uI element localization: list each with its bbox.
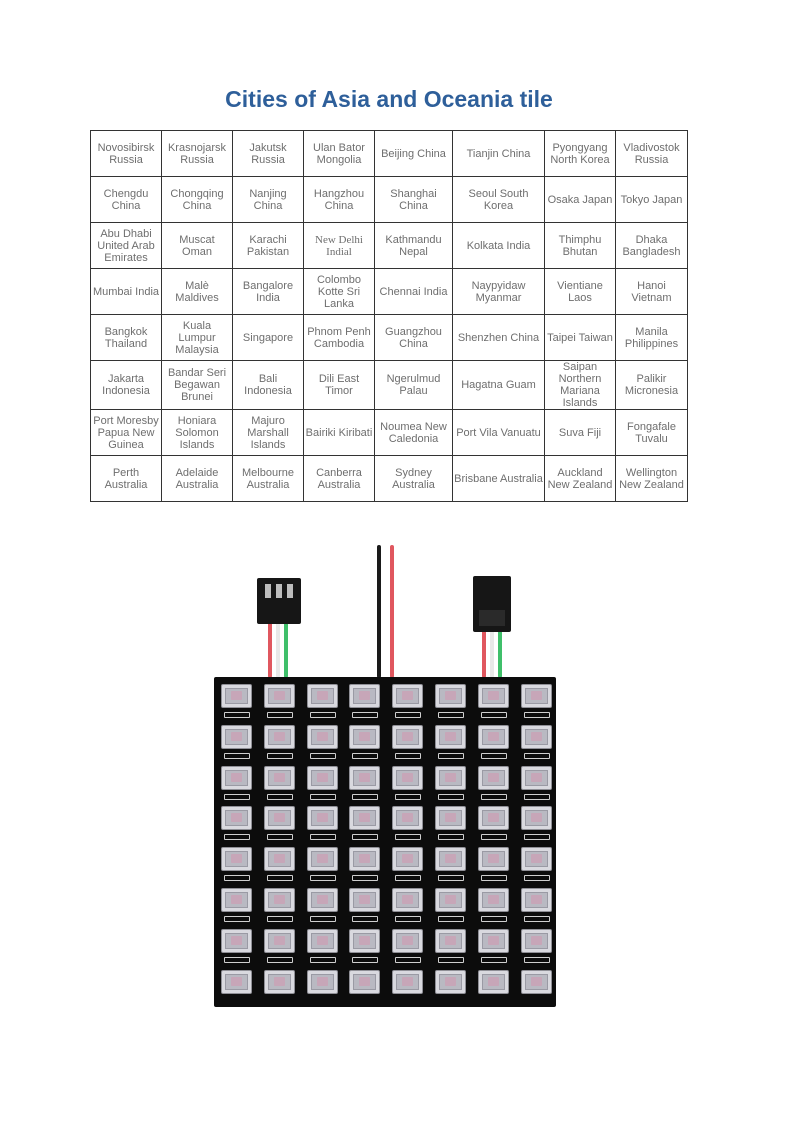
led-pixel xyxy=(349,766,380,790)
table-cell: Bangalore India xyxy=(233,269,304,315)
table-cell: Singapore xyxy=(233,315,304,361)
led-pixel xyxy=(264,806,295,830)
capacitor-marking xyxy=(438,875,464,881)
led-matrix-pcb xyxy=(214,677,556,1007)
capacitor-marking xyxy=(395,957,421,963)
led-pixel xyxy=(521,684,552,708)
led-pixel xyxy=(478,766,509,790)
table-cell: Dhaka Bangladesh xyxy=(616,223,688,269)
led-pixel xyxy=(221,888,252,912)
capacitor-marking xyxy=(438,712,464,718)
capacitor-marking xyxy=(224,712,250,718)
capacitor-marking xyxy=(438,957,464,963)
table-cell: Adelaide Australia xyxy=(162,456,233,502)
capacitor-marking xyxy=(352,957,378,963)
table-cell: Kuala Lumpur Malaysia xyxy=(162,315,233,361)
led-pixel xyxy=(349,806,380,830)
capacitor-marking xyxy=(310,957,336,963)
table-cell: Saipan Northern Mariana Islands xyxy=(545,361,616,410)
led-pixel xyxy=(521,888,552,912)
led-pixel xyxy=(435,847,466,871)
capacitor-marking xyxy=(438,753,464,759)
led-pixel xyxy=(478,929,509,953)
led-pixel xyxy=(392,766,423,790)
led-pixel xyxy=(478,684,509,708)
led-pixel xyxy=(307,806,338,830)
table-cell: Honiara Solomon Islands xyxy=(162,410,233,456)
capacitor-marking xyxy=(395,834,421,840)
table-cell: Abu Dhabi United Arab Emirates xyxy=(91,223,162,269)
table-cell: Guangzhou China xyxy=(375,315,453,361)
table-row xyxy=(91,177,688,223)
led-pixel xyxy=(349,725,380,749)
table-cell: Shenzhen China xyxy=(453,315,545,361)
table-row xyxy=(91,131,688,177)
wire-red-right xyxy=(482,630,486,678)
capacitor-marking xyxy=(524,794,550,800)
table-cell: Pyongyang North Korea xyxy=(545,131,616,177)
table-cell: Vladivostok Russia xyxy=(616,131,688,177)
capacitor-marking xyxy=(524,753,550,759)
table-cell: Ngerulmud Palau xyxy=(375,361,453,410)
led-pixel xyxy=(264,970,295,994)
table-cell: Perth Australia xyxy=(91,456,162,502)
table-cell: Thimphu Bhutan xyxy=(545,223,616,269)
led-pixel xyxy=(521,806,552,830)
capacitor-marking xyxy=(310,875,336,881)
table-cell: Kathmandu Nepal xyxy=(375,223,453,269)
table-cell: Sydney Australia xyxy=(375,456,453,502)
led-pixel xyxy=(264,684,295,708)
table-cell: Brisbane Australia xyxy=(453,456,545,502)
table-cell: Manila Philippines xyxy=(616,315,688,361)
capacitor-marking xyxy=(224,875,250,881)
table-cell: Muscat Oman xyxy=(162,223,233,269)
table-cell: Majuro Marshall Islands xyxy=(233,410,304,456)
led-pixel xyxy=(392,929,423,953)
led-pixel xyxy=(307,847,338,871)
table-row xyxy=(91,361,688,410)
table-cell: Shanghai China xyxy=(375,177,453,223)
led-pixel xyxy=(435,970,466,994)
table-cell: Chongqing China xyxy=(162,177,233,223)
led-pixel xyxy=(307,725,338,749)
led-pixel xyxy=(307,970,338,994)
table-cell: Port Moresby Papua New Guinea xyxy=(91,410,162,456)
capacitor-marking xyxy=(224,957,250,963)
cities-table xyxy=(90,130,688,502)
led-pixel xyxy=(435,888,466,912)
capacitor-marking xyxy=(352,712,378,718)
capacitor-marking xyxy=(524,916,550,922)
capacitor-marking xyxy=(224,916,250,922)
capacitor-marking xyxy=(481,834,507,840)
capacitor-marking xyxy=(481,957,507,963)
led-pixel xyxy=(478,970,509,994)
led-pixel xyxy=(221,929,252,953)
led-pixel xyxy=(349,847,380,871)
table-cell: Naypyidaw Myanmar xyxy=(453,269,545,315)
table-row xyxy=(91,456,688,502)
table-cell: Ulan Bator Mongolia xyxy=(304,131,375,177)
capacitor-marking xyxy=(224,794,250,800)
capacitor-marking xyxy=(524,834,550,840)
wire-green-right xyxy=(498,630,502,678)
table-cell: Malè Maldives xyxy=(162,269,233,315)
led-pixel xyxy=(521,766,552,790)
table-cell: Canberra Australia xyxy=(304,456,375,502)
wire-green-left xyxy=(284,622,288,678)
table-cell: Chengdu China xyxy=(91,177,162,223)
led-pixel xyxy=(392,684,423,708)
table-cell: Noumea New Caledonia xyxy=(375,410,453,456)
led-pixel xyxy=(264,847,295,871)
table-cell: Melbourne Australia xyxy=(233,456,304,502)
led-pixel xyxy=(478,888,509,912)
capacitor-marking xyxy=(524,957,550,963)
led-pixel xyxy=(349,970,380,994)
led-pixel xyxy=(435,684,466,708)
table-cell: Krasnojarsk Russia xyxy=(162,131,233,177)
capacitor-marking xyxy=(310,916,336,922)
capacitor-marking xyxy=(352,794,378,800)
led-pixel xyxy=(478,806,509,830)
table-cell: Bangkok Thailand xyxy=(91,315,162,361)
capacitor-marking xyxy=(395,712,421,718)
led-pixel xyxy=(221,970,252,994)
capacitor-marking xyxy=(438,794,464,800)
capacitor-marking xyxy=(310,712,336,718)
led-pixel xyxy=(221,684,252,708)
wire-black-power xyxy=(377,545,381,678)
capacitor-marking xyxy=(524,875,550,881)
capacitor-marking xyxy=(481,875,507,881)
wire-red-left xyxy=(268,622,272,678)
led-pixel xyxy=(435,929,466,953)
table-cell: Karachi Pakistan xyxy=(233,223,304,269)
table-cell: Auckland New Zealand xyxy=(545,456,616,502)
table-cell: Bairiki Kiribati xyxy=(304,410,375,456)
led-pixel xyxy=(435,725,466,749)
table-row xyxy=(91,410,688,456)
wire-white-right xyxy=(490,630,494,678)
led-pixel xyxy=(264,766,295,790)
wire-red-power xyxy=(390,545,394,678)
table-cell: Hanoi Vietnam xyxy=(616,269,688,315)
led-pixel xyxy=(392,970,423,994)
capacitor-marking xyxy=(352,916,378,922)
led-pixel xyxy=(221,766,252,790)
table-cell: Phnom Penh Cambodia xyxy=(304,315,375,361)
led-pixel xyxy=(221,725,252,749)
table-cell: Seoul South Korea xyxy=(453,177,545,223)
table-cell: Hagatna Guam xyxy=(453,361,545,410)
table-cell: Taipei Taiwan xyxy=(545,315,616,361)
led-pixel xyxy=(478,725,509,749)
table-cell: Bandar Seri Begawan Brunei xyxy=(162,361,233,410)
capacitor-marking xyxy=(310,834,336,840)
capacitor-marking xyxy=(395,916,421,922)
table-cell: Osaka Japan xyxy=(545,177,616,223)
capacitor-marking xyxy=(224,834,250,840)
table-cell: Hangzhou China xyxy=(304,177,375,223)
capacitor-marking xyxy=(438,916,464,922)
capacitor-marking xyxy=(310,753,336,759)
table-cell: Kolkata India xyxy=(453,223,545,269)
table-cell: Colombo Kotte Sri Lanka xyxy=(304,269,375,315)
led-pixel xyxy=(521,847,552,871)
page-title: Cities of Asia and Oceania tile xyxy=(225,86,553,112)
capacitor-marking xyxy=(267,712,293,718)
led-pixel xyxy=(264,929,295,953)
table-cell: New Delhi Indial xyxy=(304,223,375,269)
table-cell: Jakarta Indonesia xyxy=(91,361,162,410)
capacitor-marking xyxy=(395,794,421,800)
table-row xyxy=(91,223,688,269)
led-pixel xyxy=(521,725,552,749)
capacitor-marking xyxy=(224,753,250,759)
capacitor-marking xyxy=(267,834,293,840)
capacitor-marking xyxy=(438,834,464,840)
capacitor-marking xyxy=(481,753,507,759)
capacitor-marking xyxy=(267,875,293,881)
led-pixel xyxy=(435,766,466,790)
led-pixel xyxy=(307,684,338,708)
capacitor-marking xyxy=(481,794,507,800)
led-pixel xyxy=(349,684,380,708)
wire-white-left xyxy=(276,622,280,678)
led-pixel xyxy=(221,806,252,830)
led-pixel xyxy=(264,888,295,912)
led-pixel xyxy=(435,806,466,830)
led-pixel xyxy=(478,847,509,871)
table-cell: Suva Fiji xyxy=(545,410,616,456)
table-cell: Palikir Micronesia xyxy=(616,361,688,410)
capacitor-marking xyxy=(352,753,378,759)
capacitor-marking xyxy=(524,712,550,718)
led-pixel xyxy=(349,888,380,912)
led-pixel xyxy=(392,847,423,871)
led-pixel xyxy=(307,929,338,953)
table-cell: Fongafale Tuvalu xyxy=(616,410,688,456)
table-cell: Beijing China xyxy=(375,131,453,177)
led-pixel xyxy=(392,888,423,912)
led-pixel xyxy=(521,929,552,953)
table-cell: Port Vila Vanuatu xyxy=(453,410,545,456)
capacitor-marking xyxy=(267,957,293,963)
table-cell: Dili East Timor xyxy=(304,361,375,410)
table-row xyxy=(91,315,688,361)
table-cell: Mumbai India xyxy=(91,269,162,315)
table-cell: Wellington New Zealand xyxy=(616,456,688,502)
led-pixel xyxy=(521,970,552,994)
led-pixel xyxy=(307,766,338,790)
connector-left xyxy=(257,578,301,624)
table-row xyxy=(91,269,688,315)
table-cell: Bali Indonesia xyxy=(233,361,304,410)
table-cell: Chennai India xyxy=(375,269,453,315)
capacitor-marking xyxy=(352,875,378,881)
led-pixel xyxy=(221,847,252,871)
capacitor-marking xyxy=(352,834,378,840)
capacitor-marking xyxy=(267,794,293,800)
led-pixel xyxy=(264,725,295,749)
table-cell: Tianjin China xyxy=(453,131,545,177)
led-pixel xyxy=(349,929,380,953)
capacitor-marking xyxy=(481,712,507,718)
table-cell: Novosibirsk Russia xyxy=(91,131,162,177)
table-cell: Jakutsk Russia xyxy=(233,131,304,177)
led-pixel xyxy=(392,806,423,830)
led-pixel xyxy=(392,725,423,749)
capacitor-marking xyxy=(267,916,293,922)
table-cell: Vientiane Laos xyxy=(545,269,616,315)
capacitor-marking xyxy=(395,875,421,881)
capacitor-marking xyxy=(310,794,336,800)
led-pixel xyxy=(307,888,338,912)
capacitor-marking xyxy=(481,916,507,922)
table-cell: Tokyo Japan xyxy=(616,177,688,223)
capacitor-marking xyxy=(267,753,293,759)
connector-right xyxy=(473,576,511,632)
table-cell: Nanjing China xyxy=(233,177,304,223)
capacitor-marking xyxy=(395,753,421,759)
